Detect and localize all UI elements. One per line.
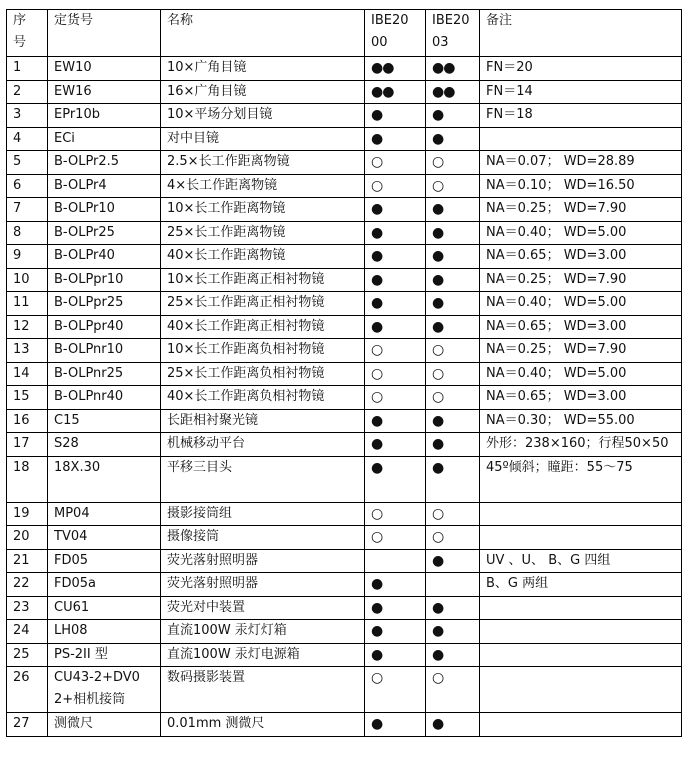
item-note xyxy=(480,643,682,667)
ibe2003-mark: ● xyxy=(426,549,480,573)
ibe2003-mark: ○ xyxy=(426,502,480,526)
row-number: 10 xyxy=(7,268,48,292)
item-note xyxy=(480,596,682,620)
row-number: 26 xyxy=(7,667,48,713)
item-note: NA＝0.07； WD=28.89 xyxy=(480,151,682,175)
order-code: B-OLPpr10 xyxy=(48,268,161,292)
row-number: 16 xyxy=(7,409,48,433)
ibe2000-mark: ● xyxy=(365,268,426,292)
ibe2003-mark: ○ xyxy=(426,339,480,363)
header-code: 定货号 xyxy=(48,10,161,57)
table-row xyxy=(7,362,682,386)
row-number: 20 xyxy=(7,526,48,550)
table-row xyxy=(7,713,682,737)
item-note: 45º倾斜；瞳距：55～75 xyxy=(480,456,682,502)
table-row xyxy=(7,292,682,316)
order-code: 测微尺 xyxy=(48,713,161,737)
ibe2003-mark xyxy=(426,573,480,597)
row-number: 8 xyxy=(7,221,48,245)
ibe2000-mark: ● xyxy=(365,596,426,620)
order-code: B-OLPr25 xyxy=(48,221,161,245)
table-row xyxy=(7,57,682,81)
ibe2000-mark: ○ xyxy=(365,151,426,175)
ibe2003-mark: ● xyxy=(426,620,480,644)
order-code: MP04 xyxy=(48,502,161,526)
order-code: PS-2II 型 xyxy=(48,643,161,667)
item-name: 平移三目头 xyxy=(161,456,365,502)
row-number: 25 xyxy=(7,643,48,667)
row-number: 15 xyxy=(7,386,48,410)
item-name: 25×长工作距离负相衬物镜 xyxy=(161,362,365,386)
item-name: 2.5×长工作距离物镜 xyxy=(161,151,365,175)
table-row xyxy=(7,526,682,550)
ibe2003-mark: ● xyxy=(426,245,480,269)
order-code: CU43-2+DV0 2+相机接筒 xyxy=(48,667,161,713)
table-row xyxy=(7,433,682,457)
ibe2003-mark: ● xyxy=(426,643,480,667)
order-code: ECi xyxy=(48,127,161,151)
order-code: B-OLPr40 xyxy=(48,245,161,269)
equipment-table xyxy=(6,9,682,737)
ibe2000-mark: ● xyxy=(365,198,426,222)
ibe2000-mark: ● xyxy=(365,713,426,737)
item-note: NA＝0.40； WD=5.00 xyxy=(480,362,682,386)
row-number: 6 xyxy=(7,174,48,198)
row-number: 4 xyxy=(7,127,48,151)
item-name: 10×平场分划目镜 xyxy=(161,104,365,128)
table-row xyxy=(7,667,682,713)
row-number: 18 xyxy=(7,456,48,502)
table-row xyxy=(7,596,682,620)
table-row xyxy=(7,198,682,222)
row-number: 27 xyxy=(7,713,48,737)
row-number: 2 xyxy=(7,80,48,104)
row-number: 23 xyxy=(7,596,48,620)
ibe2000-mark: ● xyxy=(365,643,426,667)
row-number: 11 xyxy=(7,292,48,316)
ibe2000-mark xyxy=(365,549,426,573)
item-note xyxy=(480,713,682,737)
order-code: B-OLPr4 xyxy=(48,174,161,198)
ibe2000-mark: ○ xyxy=(365,174,426,198)
order-code: EW10 xyxy=(48,57,161,81)
ibe2000-mark: ● xyxy=(365,620,426,644)
ibe2003-mark: ○ xyxy=(426,151,480,175)
row-number: 5 xyxy=(7,151,48,175)
item-note: FN＝20 xyxy=(480,57,682,81)
ibe2000-mark: ● xyxy=(365,573,426,597)
ibe2003-mark: ○ xyxy=(426,174,480,198)
table-header-row xyxy=(7,10,682,57)
row-number: 7 xyxy=(7,198,48,222)
item-note: NA＝0.65； WD=3.00 xyxy=(480,315,682,339)
ibe2003-mark: ● xyxy=(426,315,480,339)
item-name: 40×长工作距离正相衬物镜 xyxy=(161,315,365,339)
item-note xyxy=(480,620,682,644)
item-note: FN＝18 xyxy=(480,104,682,128)
ibe2003-mark: ● xyxy=(426,104,480,128)
item-note xyxy=(480,502,682,526)
ibe2000-mark: ○ xyxy=(365,502,426,526)
ibe2003-mark: ● xyxy=(426,292,480,316)
item-name: 摄像接筒 xyxy=(161,526,365,550)
row-number: 17 xyxy=(7,433,48,457)
table-row xyxy=(7,127,682,151)
order-code: C15 xyxy=(48,409,161,433)
order-code: B-OLPpr25 xyxy=(48,292,161,316)
header-note: 备注 xyxy=(480,10,682,57)
row-number: 21 xyxy=(7,549,48,573)
header-name: 名称 xyxy=(161,10,365,57)
order-code: B-OLPr2.5 xyxy=(48,151,161,175)
item-name: 25×长工作距离正相衬物镜 xyxy=(161,292,365,316)
ibe2000-mark: ●● xyxy=(365,80,426,104)
table-row xyxy=(7,339,682,363)
item-note: NA＝0.30； WD=55.00 xyxy=(480,409,682,433)
ibe2000-mark: ●● xyxy=(365,57,426,81)
item-name: 荧光对中装置 xyxy=(161,596,365,620)
order-code: FD05a xyxy=(48,573,161,597)
table-row xyxy=(7,573,682,597)
header-ibe2000: IBE20 00 xyxy=(365,10,426,57)
row-number: 1 xyxy=(7,57,48,81)
ibe2000-mark: ● xyxy=(365,245,426,269)
item-name: 直流100W 汞灯灯箱 xyxy=(161,620,365,644)
item-note xyxy=(480,667,682,713)
table-row xyxy=(7,245,682,269)
ibe2003-mark: ●● xyxy=(426,80,480,104)
order-code: LH08 xyxy=(48,620,161,644)
ibe2003-mark: ●● xyxy=(426,57,480,81)
row-number: 22 xyxy=(7,573,48,597)
item-note: NA＝0.40； WD=5.00 xyxy=(480,292,682,316)
ibe2000-mark: ○ xyxy=(365,526,426,550)
item-note: UV 、U、 B、G 四组 xyxy=(480,549,682,573)
ibe2000-mark: ○ xyxy=(365,386,426,410)
header-no: 序 号 xyxy=(7,10,48,57)
table-row xyxy=(7,549,682,573)
ibe2003-mark: ○ xyxy=(426,362,480,386)
order-code: S28 xyxy=(48,433,161,457)
row-number: 14 xyxy=(7,362,48,386)
ibe2003-mark: ● xyxy=(426,456,480,502)
item-note: NA＝0.10； WD=16.50 xyxy=(480,174,682,198)
row-number: 13 xyxy=(7,339,48,363)
item-note xyxy=(480,127,682,151)
item-name: 对中目镜 xyxy=(161,127,365,151)
item-name: 荧光落射照明器 xyxy=(161,573,365,597)
ibe2003-mark: ● xyxy=(426,409,480,433)
ibe2003-mark: ● xyxy=(426,198,480,222)
row-number: 9 xyxy=(7,245,48,269)
item-name: 16×广角目镜 xyxy=(161,80,365,104)
item-note: NA＝0.65； WD=3.00 xyxy=(480,386,682,410)
item-name: 直流100W 汞灯电源箱 xyxy=(161,643,365,667)
order-code: EW16 xyxy=(48,80,161,104)
ibe2003-mark: ○ xyxy=(426,386,480,410)
row-number: 3 xyxy=(7,104,48,128)
row-number: 19 xyxy=(7,502,48,526)
table-row xyxy=(7,268,682,292)
item-name: 25×长工作距离物镜 xyxy=(161,221,365,245)
table-row xyxy=(7,643,682,667)
ibe2000-mark: ○ xyxy=(365,339,426,363)
item-name: 机械移动平台 xyxy=(161,433,365,457)
ibe2000-mark: ● xyxy=(365,221,426,245)
ibe2003-mark: ● xyxy=(426,596,480,620)
item-name: 数码摄影装置 xyxy=(161,667,365,713)
ibe2000-mark: ● xyxy=(365,433,426,457)
ibe2000-mark: ● xyxy=(365,409,426,433)
table-row xyxy=(7,221,682,245)
ibe2000-mark: ● xyxy=(365,127,426,151)
item-note: 外形：238×160；行程50×50 xyxy=(480,433,682,457)
order-code: FD05 xyxy=(48,549,161,573)
item-name: 0.01mm 测微尺 xyxy=(161,713,365,737)
item-note: NA＝0.25； WD=7.90 xyxy=(480,198,682,222)
table-row xyxy=(7,620,682,644)
table-row xyxy=(7,104,682,128)
ibe2003-mark: ● xyxy=(426,127,480,151)
order-code: EPr10b xyxy=(48,104,161,128)
ibe2000-mark: ○ xyxy=(365,667,426,713)
table-row xyxy=(7,151,682,175)
item-name: 10×长工作距离负相衬物镜 xyxy=(161,339,365,363)
ibe2000-mark: ● xyxy=(365,315,426,339)
ibe2000-mark: ● xyxy=(365,456,426,502)
ibe2003-mark: ● xyxy=(426,433,480,457)
item-note xyxy=(480,526,682,550)
item-name: 4×长工作距离物镜 xyxy=(161,174,365,198)
order-code: B-OLPnr40 xyxy=(48,386,161,410)
table-row xyxy=(7,409,682,433)
order-code: B-OLPnr25 xyxy=(48,362,161,386)
ibe2003-mark: ○ xyxy=(426,667,480,713)
order-code: B-OLPr10 xyxy=(48,198,161,222)
table-row xyxy=(7,502,682,526)
table-row xyxy=(7,456,682,502)
header-ibe2003: IBE20 03 xyxy=(426,10,480,57)
item-name: 荧光落射照明器 xyxy=(161,549,365,573)
row-number: 12 xyxy=(7,315,48,339)
order-code: 18X.30 xyxy=(48,456,161,502)
item-note: NA＝0.65； WD=3.00 xyxy=(480,245,682,269)
ibe2003-mark: ● xyxy=(426,268,480,292)
item-name: 10×长工作距离正相衬物镜 xyxy=(161,268,365,292)
item-note: NA＝0.40； WD=5.00 xyxy=(480,221,682,245)
order-code: TV04 xyxy=(48,526,161,550)
ibe2000-mark: ● xyxy=(365,104,426,128)
ibe2000-mark: ● xyxy=(365,292,426,316)
item-name: 10×广角目镜 xyxy=(161,57,365,81)
table-row xyxy=(7,386,682,410)
ibe2003-mark: ● xyxy=(426,713,480,737)
row-number: 24 xyxy=(7,620,48,644)
order-code: B-OLPnr10 xyxy=(48,339,161,363)
table-row xyxy=(7,174,682,198)
item-name: 长距相衬聚光镜 xyxy=(161,409,365,433)
item-name: 40×长工作距离负相衬物镜 xyxy=(161,386,365,410)
ibe2000-mark: ○ xyxy=(365,362,426,386)
order-code: B-OLPpr40 xyxy=(48,315,161,339)
item-name: 10×长工作距离物镜 xyxy=(161,198,365,222)
item-note: NA＝0.25； WD=7.90 xyxy=(480,339,682,363)
order-code: CU61 xyxy=(48,596,161,620)
item-name: 40×长工作距离物镜 xyxy=(161,245,365,269)
table-row xyxy=(7,80,682,104)
item-name: 摄影接筒组 xyxy=(161,502,365,526)
item-note: NA＝0.25； WD=7.90 xyxy=(480,268,682,292)
ibe2003-mark: ● xyxy=(426,221,480,245)
item-note: B、G 两组 xyxy=(480,573,682,597)
table-row xyxy=(7,315,682,339)
ibe2003-mark: ○ xyxy=(426,526,480,550)
item-note: FN＝14 xyxy=(480,80,682,104)
